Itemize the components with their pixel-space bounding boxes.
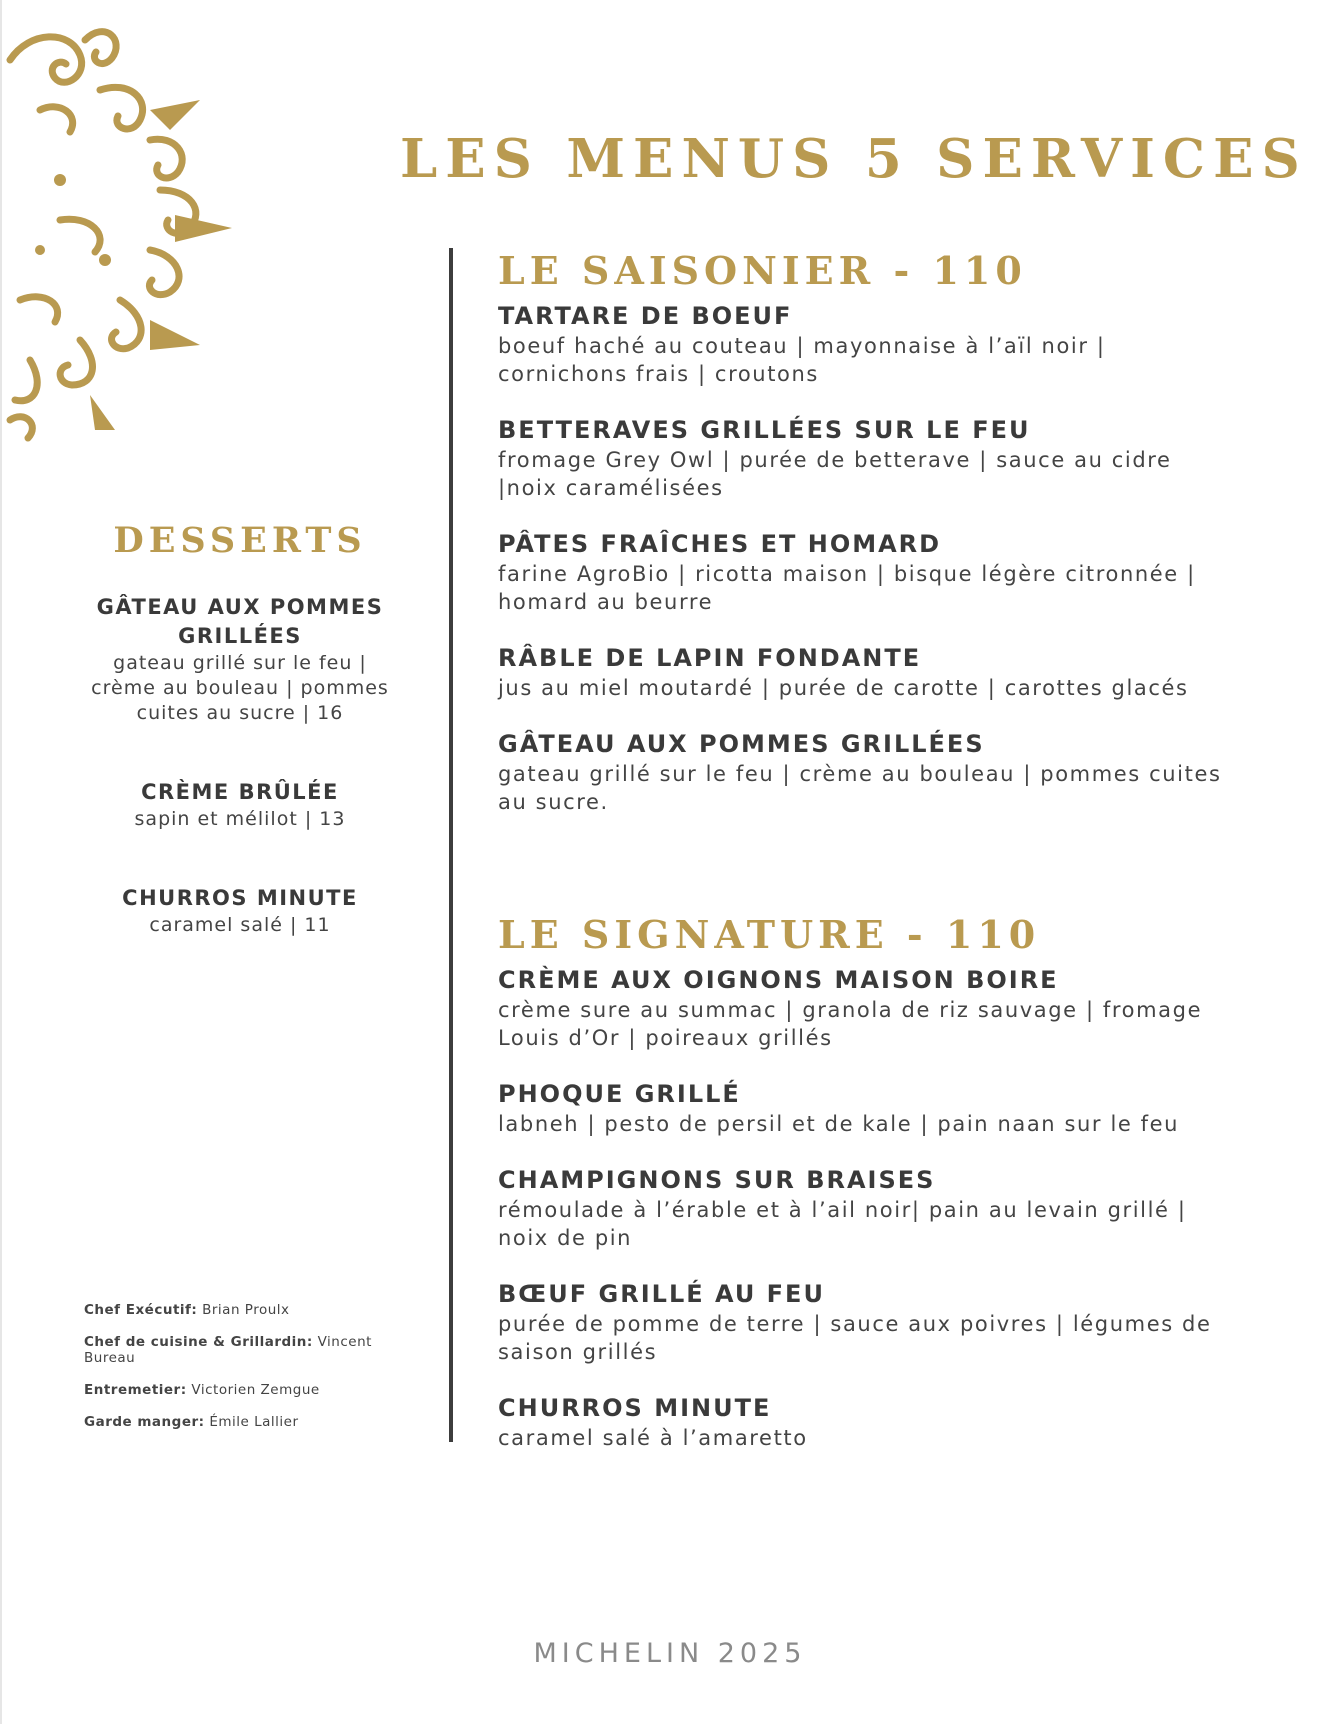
- page-title: LES MENUS 5 SERVICES: [400, 128, 1308, 190]
- dessert-item: [80, 778, 400, 832]
- course-name: GÂTEAU AUX POMMES GRILLÉES: [498, 730, 985, 758]
- menu-saisonier: [498, 248, 1238, 842]
- credit-role: Chef Exécutif:: [84, 1302, 198, 1318]
- course-item: [498, 728, 1238, 816]
- course-desc: purée de pomme de terre | sauce aux poivres | légumes de saison grillés: [498, 1312, 1212, 1364]
- course-item: [498, 964, 1238, 1052]
- credit-person: Victorien Zemgue: [191, 1382, 320, 1398]
- course-desc: boeuf haché au couteau | mayonnaise à l’aïl noir | cornichons frais | croutons: [498, 334, 1106, 386]
- dessert-name: CRÈME BRÛLÉE: [141, 780, 339, 804]
- course-item: [498, 642, 1238, 702]
- course-desc: labneh | pesto de persil et de kale | pain naan sur le feu: [498, 1112, 1180, 1136]
- course-desc: fromage Grey Owl | purée de betterave | sauce au cidre |noix caramélisées: [498, 448, 1172, 500]
- credit-person: Émile Lallier: [209, 1414, 299, 1430]
- footer-michelin: MICHELIN 2025: [533, 1638, 807, 1669]
- dessert-item: [80, 884, 400, 938]
- credit-role: Garde manger:: [84, 1414, 205, 1430]
- course-item: [498, 1078, 1238, 1138]
- desserts-title: DESSERTS: [113, 520, 367, 561]
- ornament-icon: [0, 0, 240, 460]
- menu-signature: [498, 912, 1238, 1478]
- course-name: BETTERAVES GRILLÉES SUR LE FEU: [498, 416, 1031, 444]
- dessert-desc: caramel salé | 11: [149, 914, 331, 936]
- course-name: RÂBLE DE LAPIN FONDANTE: [498, 644, 922, 672]
- course-name: CHURROS MINUTE: [498, 1394, 772, 1422]
- course-item: [498, 1164, 1238, 1252]
- course-name: TARTARE DE BOEUF: [498, 302, 793, 330]
- dessert-desc: sapin et mélilot | 13: [134, 808, 346, 830]
- credit-person: Vincent Bureau: [84, 1334, 372, 1366]
- credit-line: [84, 1382, 404, 1398]
- menu-title: LE SAISONIER - 110: [498, 248, 1027, 293]
- menu-title: LE SIGNATURE - 110: [498, 912, 1041, 957]
- desserts-section: [80, 520, 400, 990]
- dessert-name: CHURROS MINUTE: [122, 886, 358, 910]
- course-name: PÂTES FRAÎCHES ET HOMARD: [498, 530, 942, 558]
- credit-role: Entremetier:: [84, 1382, 187, 1398]
- course-item: [498, 300, 1238, 388]
- course-name: CHAMPIGNONS SUR BRAISES: [498, 1166, 936, 1194]
- credit-role: Chef de cuisine & Grillardin:: [84, 1334, 313, 1350]
- course-item: [498, 414, 1238, 502]
- course-desc: jus au miel moutardé | purée de carotte | carottes glacés: [498, 676, 1189, 700]
- course-item: [498, 528, 1238, 616]
- dessert-desc: gateau grillé sur le feu | crème au bouleau | pommes cuites au sucre | 16: [91, 652, 389, 724]
- course-name: PHOQUE GRILLÉ: [498, 1080, 741, 1108]
- course-name: BŒUF GRILLÉ AU FEU: [498, 1280, 825, 1308]
- course-desc: gateau grillé sur le feu | crème au bouleau | pommes cuites au sucre.: [498, 762, 1222, 814]
- credit-person: Brian Proulx: [202, 1302, 290, 1318]
- course-item: [498, 1278, 1238, 1366]
- course-item: [498, 1392, 1238, 1452]
- course-desc: caramel salé à l’amaretto: [498, 1426, 808, 1450]
- dessert-name: GÂTEAU AUX POMMES GRILLÉES: [96, 595, 384, 648]
- column-divider: [449, 248, 453, 1442]
- course-desc: farine AgroBio | ricotta maison | bisque légère citronnée | homard au beurre: [498, 562, 1196, 614]
- credit-line: [84, 1302, 404, 1318]
- credit-line: [84, 1334, 404, 1366]
- credit-line: [84, 1414, 404, 1430]
- dessert-item: [80, 593, 400, 726]
- staff-credits: [84, 1302, 404, 1446]
- course-desc: crème sure au summac | granola de riz sauvage | fromage Louis d’Or | poireaux grillés: [498, 998, 1203, 1050]
- course-desc: rémoulade à l’érable et à l’ail noir| pain au levain grillé | noix de pin: [498, 1198, 1187, 1250]
- course-name: CRÈME AUX OIGNONS MAISON BOIRE: [498, 966, 1059, 994]
